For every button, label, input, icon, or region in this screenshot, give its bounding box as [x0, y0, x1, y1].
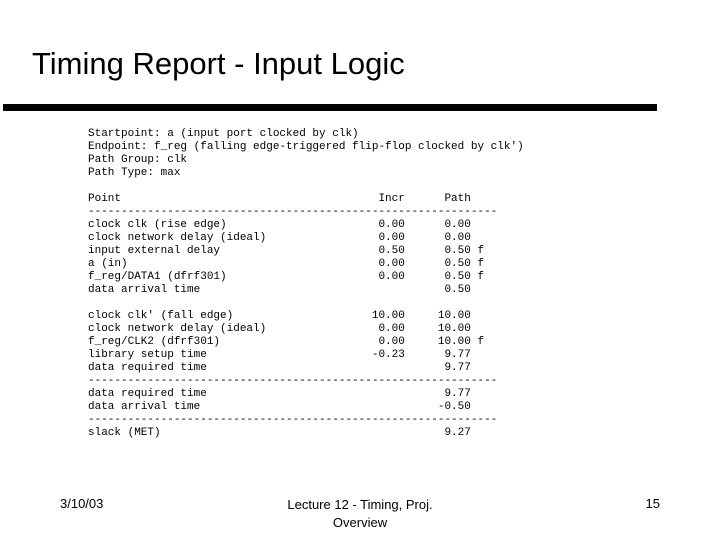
report-line: clock clk (rise edge) 0.00 0.00	[88, 219, 471, 231]
report-line: data arrival time 0.50	[88, 284, 471, 296]
footer-title-line-2: Overview	[332, 515, 388, 530]
report-line	[88, 180, 524, 193]
report-line: data required time 9.77	[88, 362, 471, 374]
report-line: --------------------------------------------------------------	[88, 414, 498, 426]
report-line: Path Group: clk	[88, 154, 188, 166]
report-line: Endpoint: f_reg (falling edge-triggered flip-flop clocked by clk')	[88, 141, 524, 153]
report-line: data required time 9.77	[88, 388, 471, 400]
page-number: 15	[645, 496, 660, 511]
report-line: Path Type: max	[88, 167, 181, 179]
footer-date: 3/10/03	[60, 496, 104, 511]
report-line: slack (MET) 9.27	[88, 427, 471, 439]
report-line: clock clk' (fall edge) 10.00 10.00	[88, 310, 471, 322]
report-line: clock network delay (ideal) 0.00 10.00	[88, 323, 471, 335]
title-underline	[3, 104, 657, 111]
slide-title: Timing Report - Input Logic	[32, 46, 405, 81]
report-line: f_reg/CLK2 (dfrf301) 0.00 10.00 f	[88, 336, 485, 348]
footer-title-line-1: Lecture 12 - Timing, Proj.	[287, 497, 433, 512]
report-line	[88, 297, 524, 310]
timing-report	[88, 128, 524, 440]
report-line: a (in) 0.00 0.50 f	[88, 258, 485, 270]
footer-title	[260, 496, 460, 532]
report-line: library setup time -0.23 9.77	[88, 349, 471, 361]
report-line: clock network delay (ideal) 0.00 0.00	[88, 232, 471, 244]
report-line: data arrival time -0.50	[88, 401, 471, 413]
report-line: f_reg/DATA1 (dfrf301) 0.00 0.50 f	[88, 271, 485, 283]
report-line: input external delay 0.50 0.50 f	[88, 245, 485, 257]
report-line: --------------------------------------------------------------	[88, 375, 498, 387]
report-line: Startpoint: a (input port clocked by clk)	[88, 128, 359, 140]
report-line: --------------------------------------------------------------	[88, 206, 498, 218]
report-line: Point Incr Path	[88, 193, 471, 205]
